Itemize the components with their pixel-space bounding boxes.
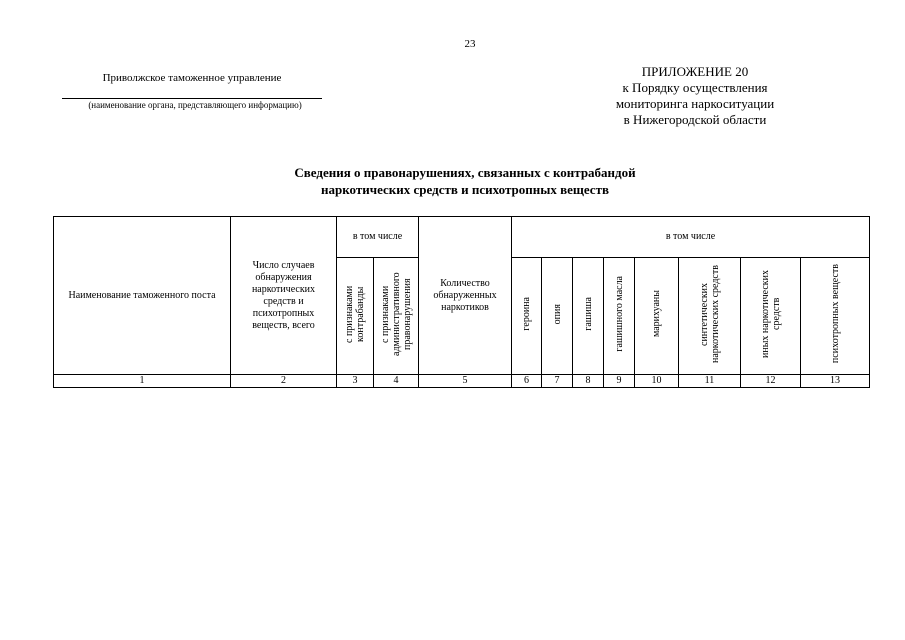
- header-administrative: с признаками административного правонарушения: [374, 258, 419, 375]
- header-synthetic: синтетических наркотических средств: [679, 258, 741, 375]
- header-cases-total: Число случаев обнаружения наркотических средств и психотропных веществ, всего: [231, 217, 337, 375]
- header-hashish: гашиша: [573, 258, 604, 375]
- column-number: 9: [604, 375, 635, 388]
- header-hashish-oil: гашишного масла: [604, 258, 635, 375]
- column-number: 1: [54, 375, 231, 388]
- column-number: 12: [741, 375, 801, 388]
- header-quantity: Количество обнаруженных наркотиков: [419, 217, 512, 375]
- header-marijuana: марихуаны: [635, 258, 679, 375]
- column-number: 3: [337, 375, 374, 388]
- column-number: 8: [573, 375, 604, 388]
- header-including-2: в том числе: [512, 217, 870, 258]
- column-number: 4: [374, 375, 419, 388]
- page-number: 23: [464, 38, 476, 50]
- column-number: 11: [679, 375, 741, 388]
- title-line-1: Сведения о правонарушениях, связанных с контрабандой: [294, 165, 636, 180]
- header-heroin: героина: [512, 258, 542, 375]
- column-number-row: [54, 375, 870, 388]
- column-number: 7: [542, 375, 573, 388]
- header-other-narcotics: иных наркотических средств: [741, 258, 801, 375]
- header-customs-post: Наименование таможенного поста: [54, 217, 231, 375]
- column-number: 13: [801, 375, 870, 388]
- organization-name: Приволжское таможенное управление: [102, 72, 282, 84]
- appendix-line-1: ПРИЛОЖЕНИЕ 20: [641, 64, 749, 79]
- header-opium: опия: [542, 258, 573, 375]
- organization-underline: [62, 98, 322, 99]
- appendix-header: [590, 64, 800, 128]
- header-including-1: в том числе: [337, 217, 419, 258]
- header-smuggling: с признаками контрабанды: [337, 258, 374, 375]
- column-number: 6: [512, 375, 542, 388]
- column-number: 5: [419, 375, 512, 388]
- appendix-line-2: к Порядку осуществления: [622, 80, 768, 95]
- header-psychotropic: психотропных веществ: [801, 258, 870, 375]
- appendix-line-4: в Нижегородской области: [623, 112, 767, 127]
- document-title: [200, 164, 730, 198]
- appendix-line-3: мониторинга наркоситуации: [615, 96, 775, 111]
- organization-caption: (наименование органа, представляющего информацию): [88, 100, 302, 110]
- offenses-table: [53, 216, 870, 388]
- column-number: 10: [635, 375, 679, 388]
- column-number: 2: [231, 375, 337, 388]
- title-line-2: наркотических средств и психотропных веществ: [321, 182, 609, 197]
